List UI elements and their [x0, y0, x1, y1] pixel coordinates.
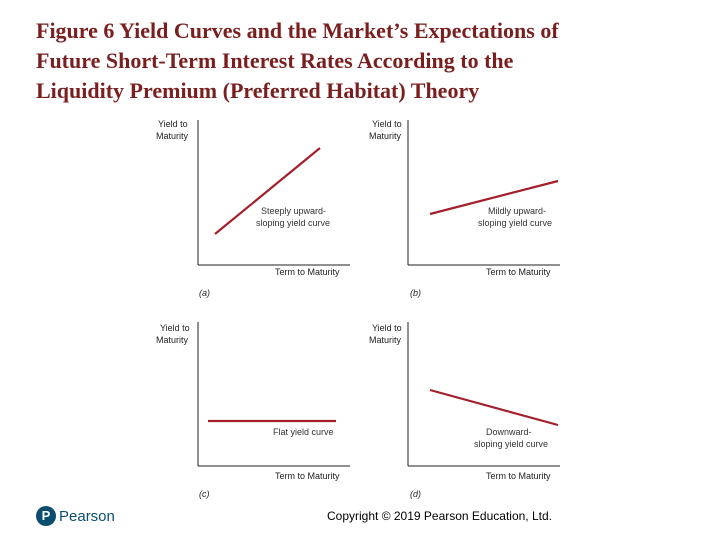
copyright-notice: Copyright © 2019 Pearson Education, Ltd. [327, 509, 552, 523]
panel-c-curve-label-line-1: Flat yield curve [273, 427, 334, 437]
panel-c-y-label-line-2: Maturity [156, 335, 189, 345]
panel-a-y-label-line-1: Yield to [158, 119, 188, 129]
panel-a-x-label: Term to Maturity [275, 267, 340, 277]
pearson-logo [36, 506, 115, 526]
panel-d-letter: (d) [410, 489, 421, 499]
panel-d-curve-label-line-2: sloping yield curve [474, 439, 549, 449]
panel-d-x-label: Term to Maturity [486, 471, 551, 481]
panel-b [369, 119, 560, 298]
pearson-logo-text: Pearson [59, 507, 115, 525]
panel-c-x-label: Term to Maturity [275, 471, 340, 481]
panel-d-yield-curve [430, 390, 558, 425]
title-line-2: Future Short-Term Interest Rates According to the [36, 48, 514, 73]
panel-b-x-label: Term to Maturity [486, 267, 551, 277]
panel-d-curve-label-line-1: Downward- [486, 427, 532, 437]
panel-b-letter: (b) [410, 288, 421, 298]
panel-b-y-label-line-2: Maturity [369, 131, 402, 141]
panel-c-letter: (c) [199, 489, 210, 499]
panel-c [156, 322, 350, 499]
panel-a-curve-label-line-1: Steeply upward- [261, 206, 327, 216]
panel-a [156, 119, 350, 298]
title-line-1: Figure 6 Yield Curves and the Market’s Expectations of [36, 18, 559, 43]
panel-b-curve-label-line-1: Mildly upward- [488, 206, 547, 216]
panel-d-y-label-line-1: Yield to [372, 323, 402, 333]
title-line-3: Liquidity Premium (Preferred Habitat) Theory [36, 78, 480, 103]
pearson-logo-icon: P [36, 506, 56, 526]
panel-d-y-label-line-2: Maturity [369, 335, 402, 345]
panel-b-curve-label-line-2: sloping yield curve [478, 218, 553, 228]
panel-d [369, 322, 560, 499]
panel-a-letter: (a) [199, 288, 210, 298]
panel-b-y-label-line-1: Yield to [372, 119, 402, 129]
panel-c-y-label-line-1: Yield to [160, 323, 190, 333]
panel-a-y-label-line-2: Maturity [156, 131, 189, 141]
panel-a-curve-label-line-2: sloping yield curve [256, 218, 331, 228]
